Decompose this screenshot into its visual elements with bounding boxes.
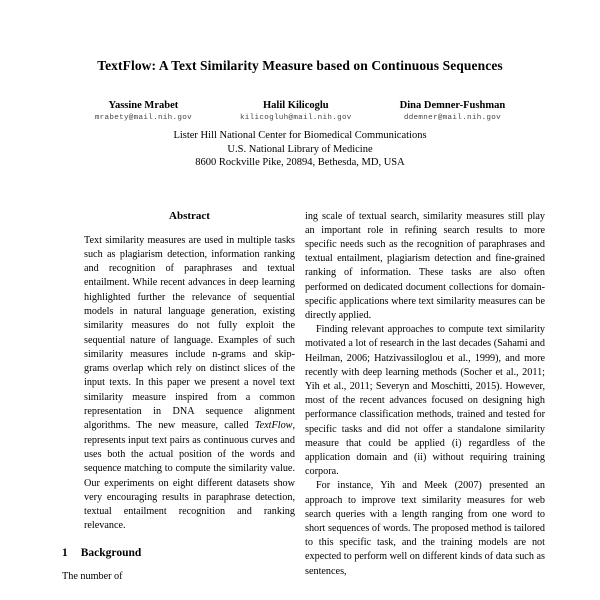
affiliation-line-1: Lister Hill National Center for Biomedical Communications (173, 130, 427, 141)
author-2-name: Halil Kilicoglu (262, 100, 329, 111)
author-2-email: kilicogluh@mail.nih.gov (239, 114, 352, 122)
abstract-heading: Abstract (169, 209, 210, 222)
right-column-paragraph-2: Finding relevant approaches to compute text similarity motivated a lot of research in the last decades (Sahami and Heilman, 2006; Hatzivassiloglou et al., 1999), and more recently with deep learning methods (Socher et al., 2011; Yih et al., 2011; Severyn and Moschitti, 2015). However, most of the recent advances focused on designing high performance classification methods, trained and tested for specific tasks and did not offer a standalone similarity measure that could be applied (i) regardless of the application domain and (ii) without requiring training corpora. (305, 324, 545, 478)
left-column (62, 210, 297, 580)
abstract-text (84, 234, 295, 534)
right-column-paragraph-1: ing scale of textual search, similarity measures still play an important role in refining search results to more specific needs such as the recognition of paraphrases and textual entailment, plagiarism detection and fine-grained ranking of information. These tasks are also often performed on dedicated document collections for domain-specific applications where text similarity measures can be directly applied. (305, 210, 545, 321)
right-column (305, 210, 545, 580)
author-1-email: mrabety@mail.nih.gov (94, 114, 192, 122)
affiliation-line-3: 8600 Rockville Pike, 20894, Bethesda, MD, USA (195, 157, 405, 168)
section-1-number: 1 (62, 546, 68, 559)
authors-row (0, 100, 600, 122)
right-column-paragraph-3: For instance, Yih and Meek (2007) presented an approach to improve text similarity measures for web search queries with a length ranging from one word to short sequences of words. The proposed method is tailored to this specific task, and the training models are not expected to perform well on different kinds of data such as sentences, (305, 480, 545, 577)
author-3-email: ddemner@mail.nih.gov (403, 114, 501, 122)
author-1-name: Yassine Mrabet (108, 100, 179, 111)
abstract-italic-term: TextFlow (254, 420, 293, 432)
section-1-title: Background (80, 546, 142, 559)
affiliation-block (0, 129, 600, 170)
author-1 (95, 100, 192, 122)
author-3-name: Dina Demner-Fushman (399, 100, 506, 111)
two-column-body (62, 210, 545, 580)
affiliation-line-2: U.S. National Library of Medicine (227, 143, 373, 155)
author-3 (400, 100, 506, 122)
abstract-text-before: Text similarity measures are used in multiple tasks such as plagiarism detection, information ranking and recognition of paraphrases and textual entailment. While recent advances in deep learning highlighted further the relevance of sequential models in natural language generation, existing similarity measures do not fully exploit the sequential nature of language. Examples of such similarity measures include n-grams and skip-grams overlap which rely on distinct slices of the input texts. In this paper we present a novel text similarity measure inspired from a common representation in DNA sequence alignment algorithms. The new measure, called (84, 234, 295, 432)
paper-title: TextFlow: A Text Similarity Measure based on Continuous Sequences (97, 58, 503, 73)
section-1-partial-first-line: The number of (62, 571, 123, 580)
author-2 (240, 100, 352, 122)
section-1-heading (62, 547, 297, 559)
abstract-text-after: , represents input text pairs as continuous curves and uses both the actual position of the words and sequence matching to compute the similarity value. Our experiments on eight different datasets show very encouraging results in paraphrase detection, textual entailment recognition and ranking relevance. (84, 420, 295, 532)
